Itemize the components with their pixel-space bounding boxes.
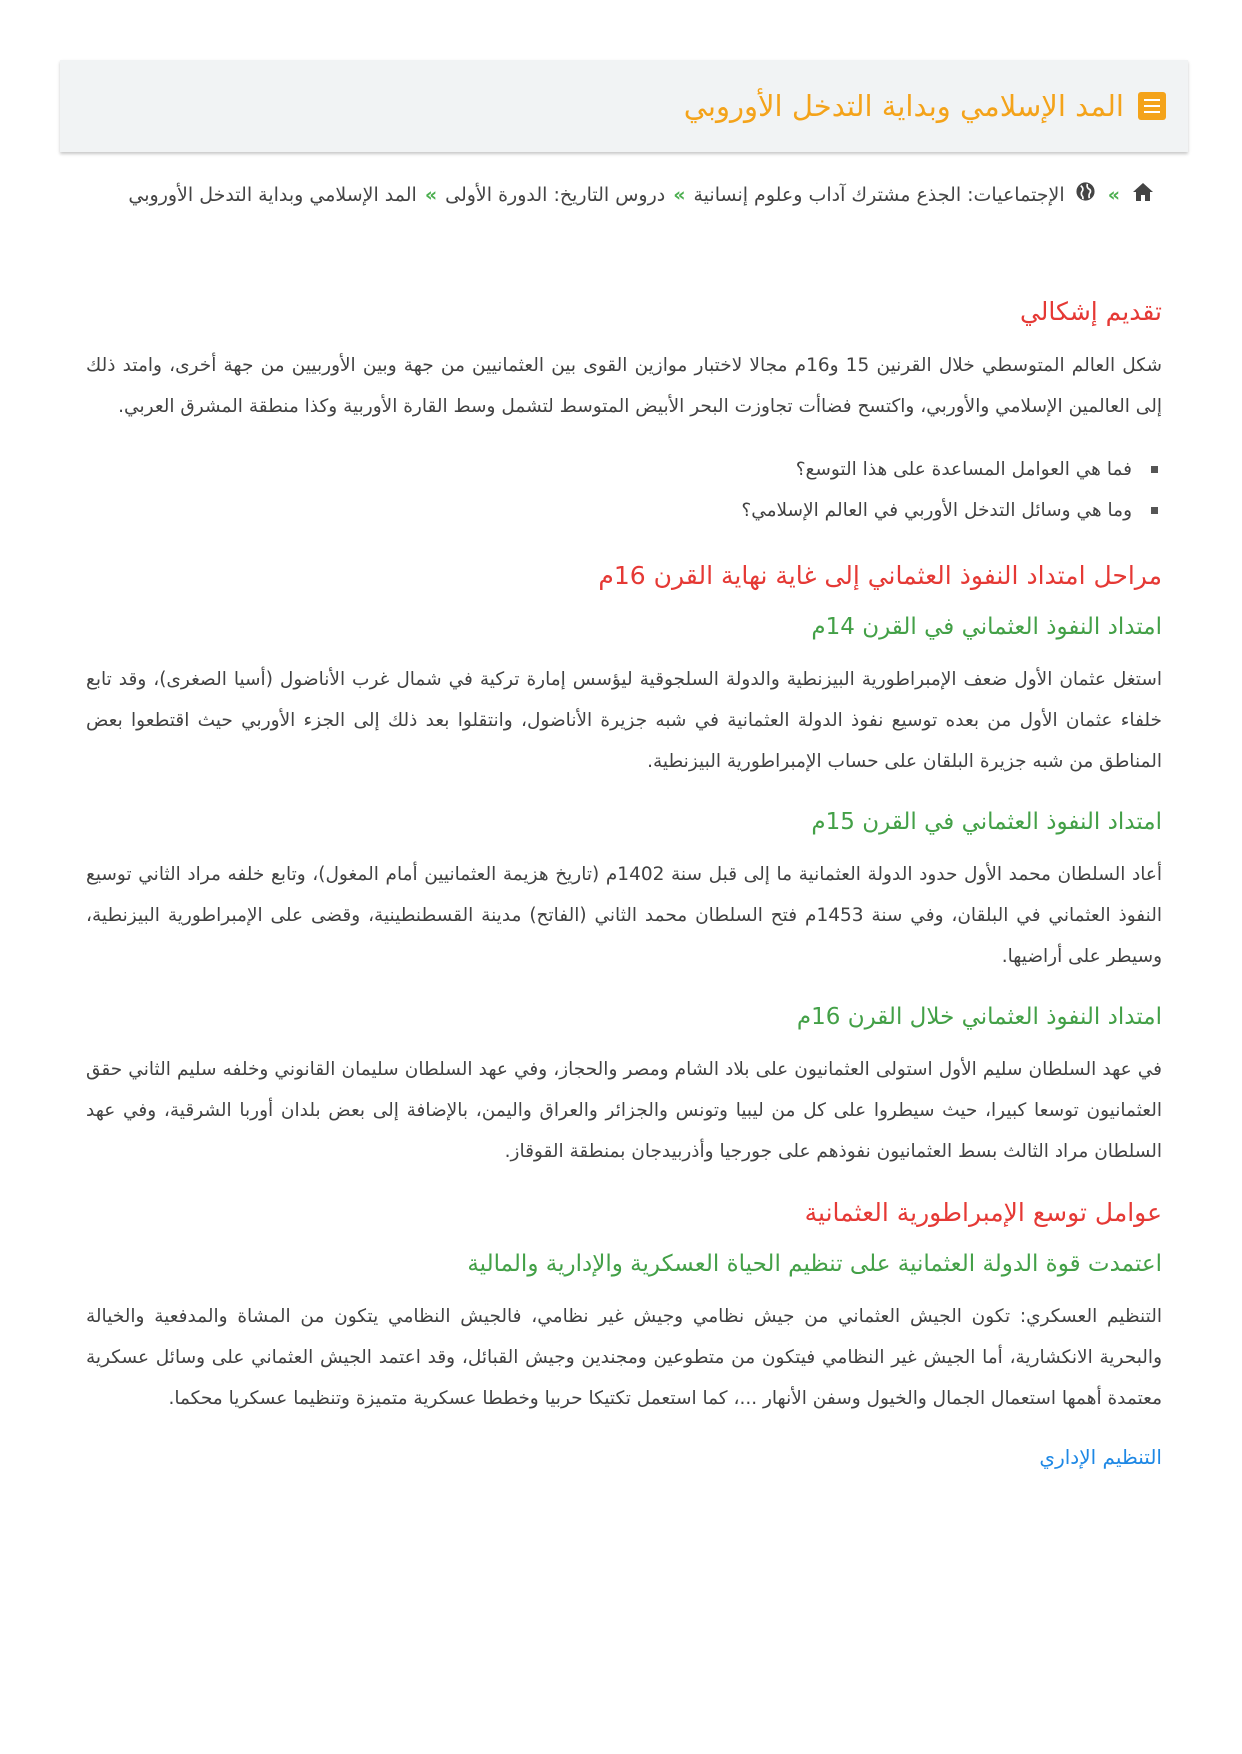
intro-heading: تقديم إشكالي xyxy=(1019,296,1162,326)
title-bar xyxy=(60,60,1188,152)
question-text: وما هي وسائل التدخل الأوربي في العالم الإسلامي؟ xyxy=(741,499,1132,521)
military-organization-paragraph: التنظيم العسكري: تكون الجيش العثماني من جيش نظامي وجيش غير نظامي، فالجيش النظامي يتكون من المشاة والمدفعية والخيالة والبحرية الانكشارية، أما الجيش غير النظامي فيتكون من متطوعين ومجندين وجيش القبائل، وقد اعتمد الجيش العثماني على وسائل عسكرية معتمدة أهمها استعمال الجمال والخيول وسفن الأنهار ...، كما استعمل تكتيكا حربيا وخططا عسكرية متميزة وتنظيما عسكريا محكما. xyxy=(86,1305,1162,1409)
home-icon[interactable] xyxy=(1132,173,1154,219)
section-heading-16th-century: امتداد النفوذ العثماني خلال القرن 16م xyxy=(796,1003,1162,1030)
question-list xyxy=(86,449,1162,531)
breadcrumb-item-social-studies[interactable]: الإجتماعيات: الجذع مشترك آداب وعلوم إنسانية xyxy=(693,184,1065,206)
breadcrumb-separator: » xyxy=(424,184,438,206)
breadcrumb-item-current: المد الإسلامي وبداية التدخل الأوروبي xyxy=(128,184,417,206)
document-icon xyxy=(1138,92,1166,120)
question-text: فما هي العوامل المساعدة على هذا التوسع؟ xyxy=(795,458,1132,480)
section-heading-14th-century: امتداد النفوذ العثماني في القرن 14م xyxy=(811,613,1162,640)
article-content xyxy=(86,293,1162,1473)
list-item xyxy=(86,490,1162,531)
square-bullet-icon xyxy=(1151,466,1158,473)
stages-heading: مراحل امتداد النفوذ العثماني إلى غاية نهاية القرن 16م xyxy=(598,560,1162,590)
breadcrumb-separator: » xyxy=(673,184,686,206)
breadcrumb xyxy=(90,172,1158,219)
section-paragraph-16th-century: في عهد السلطان سليم الأول استولى العثمانيون على بلاد الشام ومصر والحجاز، وفي عهد السلطان سليمان القانوني وخلفه سليم الثاني حقق العثمانيون توسعا كبيرا، حيث سيطروا على كل من ليبيا وتونس والجزائر والعراق واليمن، بالإضافة إلى بعض بلدان أوربا الشرقية، وفي عهد السلطان مراد الثالث بسط العثمانيون نفوذهم على جورجيا وأذربيدجان بمنطقة القوقاز. xyxy=(86,1058,1162,1162)
page-title: المد الإسلامي وبداية التدخل الأوروبي xyxy=(683,89,1124,123)
section-paragraph-14th-century: استغل عثمان الأول ضعف الإمبراطورية البيزنطية والدولة السلجوقية ليؤسس إمارة تركية في شمال غرب الأناضول (أسيا الصغرى)، وقد تابع خلفاء عثمان الأول من بعده توسيع نفوذ الدولة العثمانية في شبه جزيرة الأناضول، وانتقلوا بعد ذلك إلى الجزء الأوربي حيث اقتطعوا بعض المناطق من شبه جزيرة البلقان على حساب الإمبراطورية البيزنطية. xyxy=(86,668,1162,772)
factors-subheading: اعتمدت قوة الدولة العثمانية على تنظيم الحياة العسكرية والإدارية والمالية xyxy=(467,1250,1162,1277)
administrative-organization-heading: التنظيم الإداري xyxy=(1039,1444,1162,1469)
factors-heading: عوامل توسع الإمبراطورية العثمانية xyxy=(804,1197,1162,1227)
section-paragraph-15th-century: أعاد السلطان محمد الأول حدود الدولة العثمانية ما إلى قبل سنة 1402م (تاريخ هزيمة العثمانيين أمام المغول)، وتابع خلفه مراد الثاني توسيع النفوذ العثماني في البلقان، وفي سنة 1453م فتح السلطان محمد الثاني (الفاتح) مدينة القسطنطينية، وقضى على الإمبراطورية البيزنطية، وسيطر على أراضيها. xyxy=(86,863,1163,967)
list-item xyxy=(86,449,1162,490)
breadcrumb-item-history-lessons[interactable]: دروس التاريخ: الدورة الأولى xyxy=(445,184,666,206)
article-page xyxy=(60,60,1188,1473)
section-heading-15th-century: امتداد النفوذ العثماني في القرن 15م xyxy=(811,808,1162,835)
square-bullet-icon xyxy=(1151,507,1158,514)
intro-paragraph: شكل العالم المتوسطي خلال القرنين 15 و16م مجالا لاختبار موازين القوى بين العثمانيين من جهة وبين الأوربيين من جهة أخرى، وامتد ذلك إلى العالمين الإسلامي والأوربي، واكتسح فضاأت تجاوزت البحر الأبيض المتوسط لتشمل وسط القارة الأوربية وكذا منطقة المشرق العربي. xyxy=(86,354,1162,417)
globe-icon xyxy=(1075,173,1096,219)
breadcrumb-separator: » xyxy=(1107,184,1120,206)
